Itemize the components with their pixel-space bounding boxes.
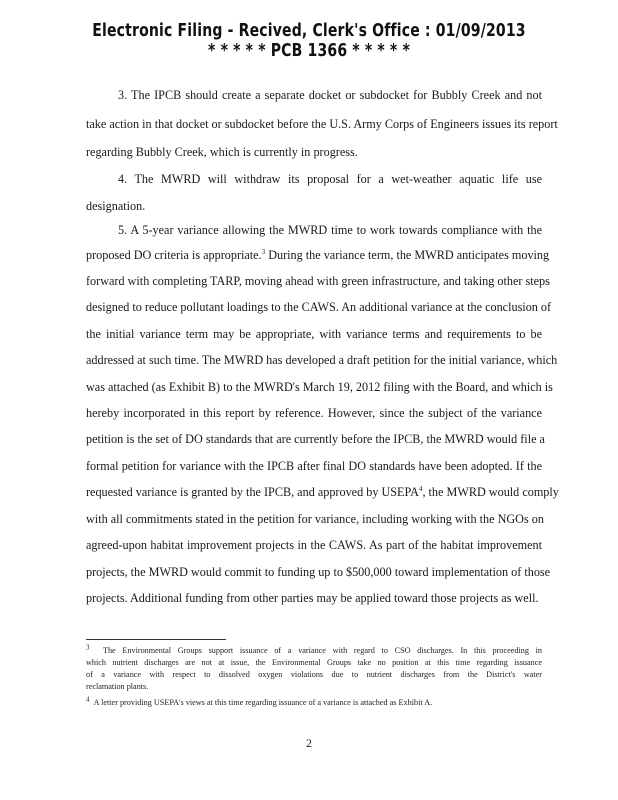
paragraph-line: forward with completing TARP, moving ahead with green infrastructure, and taking other steps: [86, 274, 550, 288]
paragraph-line: the initial variance term may be appropriate, with variance terms and requirements to be: [86, 327, 542, 341]
line-text: During the variance term, the MWRD anticipates moving: [265, 248, 550, 262]
paragraph-line: 3. The IPCB should create a separate docket or subdocket for Bubbly Creek and not: [118, 88, 542, 102]
footnote-line: [86, 643, 543, 656]
footnote-ref-4: 4: [418, 484, 423, 493]
line-text: , the MWRD would comply: [422, 485, 559, 499]
paragraph-line: [86, 247, 550, 262]
paragraph-line: formal petition for variance with the IPCB after final DO standards have been adopted. If the: [86, 459, 542, 473]
paragraph-line: agreed-upon habitat improvement projects in the CAWS. As part of the habitat improvement: [86, 538, 542, 552]
footnote-line: which nutrient discharges are not at issue, the Environmental Groups take no position at this time regarding issuance: [86, 658, 542, 667]
paragraph-line: designation.: [86, 199, 146, 213]
paragraph-line: was attached (as Exhibit B) to the MWRD's March 19, 2012 filing with the Board, and which is: [86, 380, 553, 394]
paragraph-line: petition is the set of DO standards that are currently before the IPCB, the MWRD would file a: [86, 432, 545, 446]
footnote-line: [86, 695, 542, 708]
paragraph-line: designed to reduce pollutant loadings to the CAWS. An additional variance at the conclusion of: [86, 300, 552, 314]
line-text: proposed DO criteria is appropriate.: [86, 248, 262, 262]
paragraph-line: regarding Bubbly Creek, which is currently in progress.: [86, 145, 358, 159]
docket-stamp: * * * * * PCB 1366 * * * * *: [208, 40, 410, 61]
paragraph-line: hereby incorporated in this report by reference. However, since the subject of the variance: [86, 406, 542, 420]
paragraph-line: 5. A 5-year variance allowing the MWRD time to work towards compliance with the: [118, 223, 542, 237]
footnote-line: reclamation plants.: [86, 682, 149, 691]
footnote-ref-3: 3: [261, 247, 266, 256]
line-text: requested variance is granted by the IPCB, and approved by USEPA: [86, 485, 419, 499]
filing-stamp: Electronic Filing - Recived, Clerk's Office : 01/09/2013: [92, 20, 526, 41]
paragraph-line: 4. The MWRD will withdraw its proposal for a wet-weather aquatic life use: [118, 172, 542, 186]
page-number: 2: [306, 736, 312, 750]
footnote-marker: 3: [86, 643, 90, 652]
paragraph-line: take action in that docket or subdocket before the U.S. Army Corps of Engineers issues its report: [86, 117, 558, 131]
footnote-marker: 4: [86, 695, 90, 704]
paragraph-line: addressed at such time. The MWRD has developed a draft petition for the initial variance, which: [86, 353, 558, 367]
paragraph-line: [86, 484, 559, 499]
footnote-divider: [86, 639, 226, 640]
paragraph-line: projects. Additional funding from other parties may be applied toward those projects as well.: [86, 591, 539, 605]
footnote-line: of a variance with respect to dissolved oxygen violations due to nutrient discharges from the District's water: [86, 670, 542, 679]
footnote-text: A letter providing USEPA's views at this time regarding issuance of a variance is attached as Exhibit A.: [93, 698, 433, 707]
footnote-text: The Environmental Groups support issuance of a variance with regard to CSO discharges. In this proceeding in: [102, 646, 543, 655]
paragraph-line: projects, the MWRD would commit to funding up to $500,000 toward implementation of those: [86, 565, 551, 579]
paragraph-line: with all commitments stated in the petition for variance, including working with the NGOs on: [86, 512, 544, 526]
